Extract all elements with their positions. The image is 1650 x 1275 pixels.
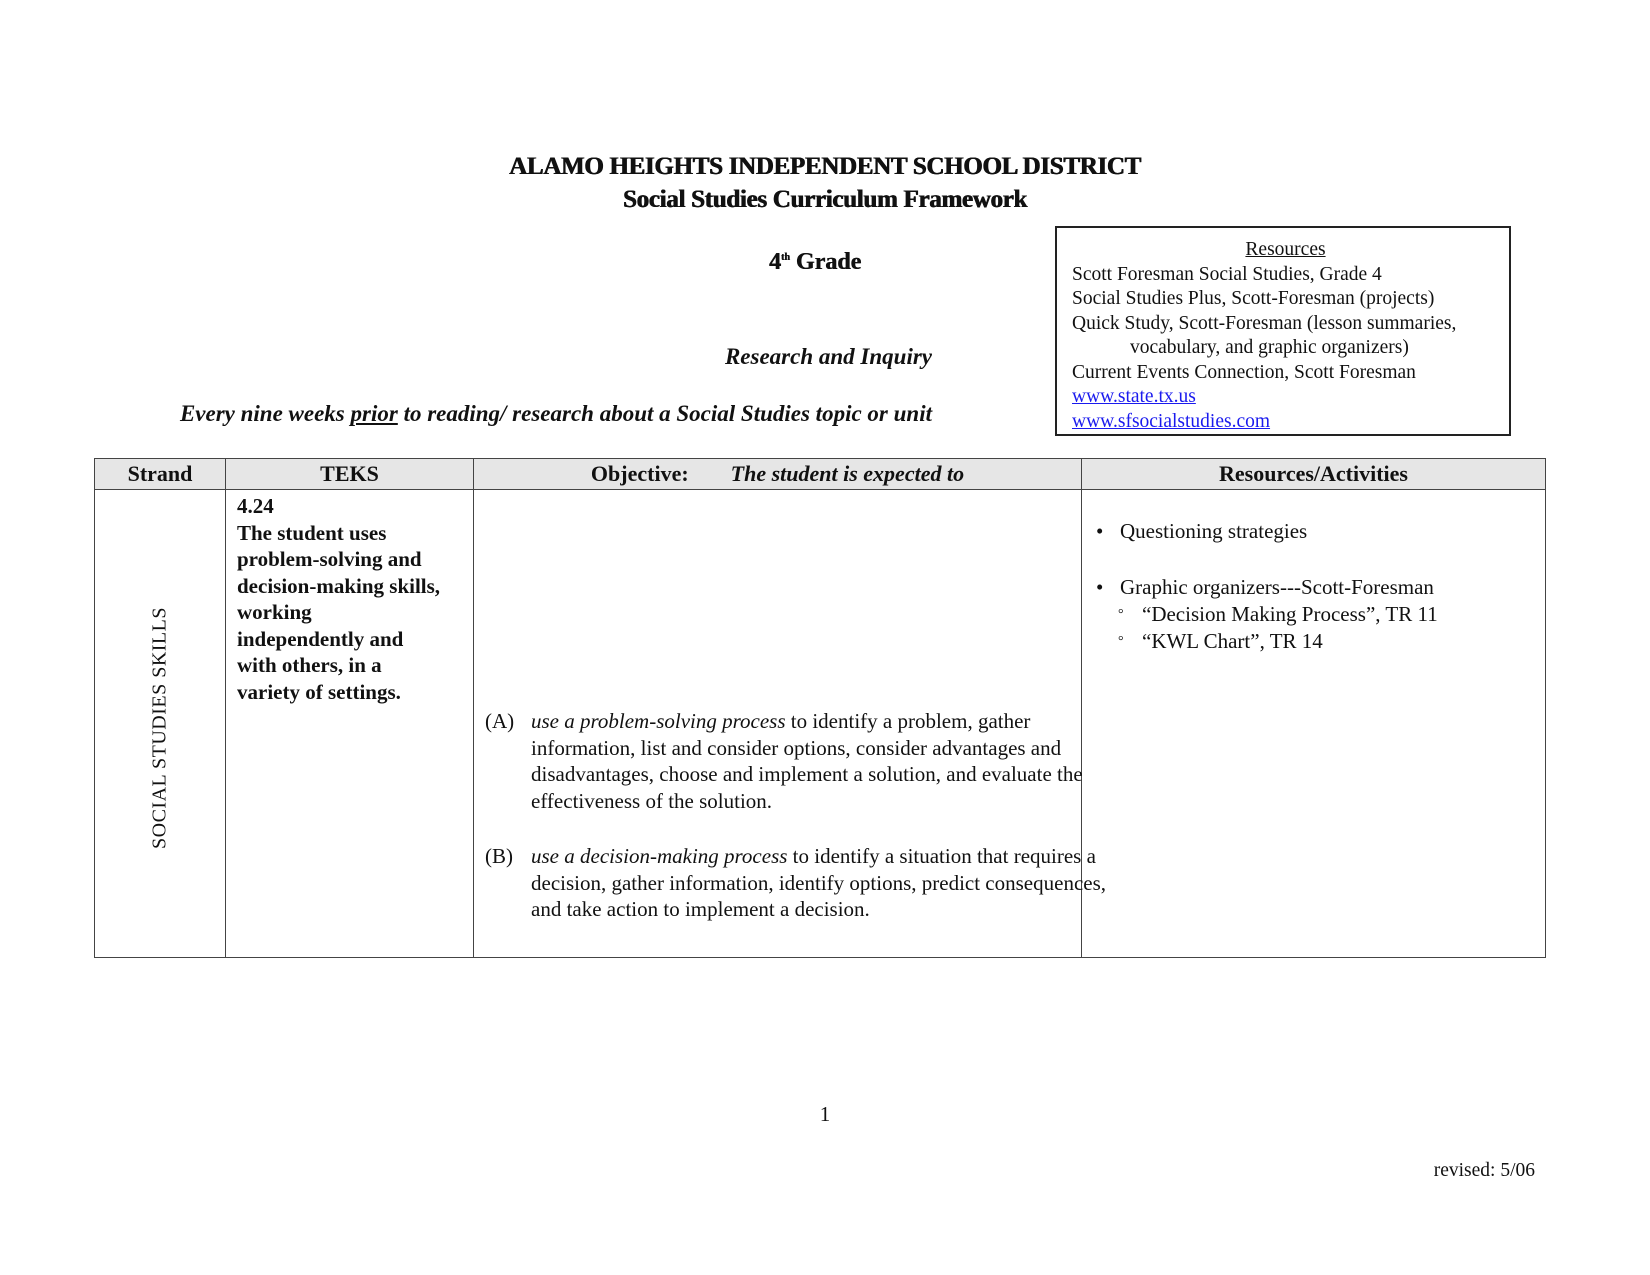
state-tx-link[interactable]: www.state.tx.us bbox=[1072, 386, 1196, 407]
table-row bbox=[95, 490, 1546, 958]
objective-header bbox=[474, 459, 1082, 490]
unit-title: Research and Inquiry bbox=[724, 344, 932, 369]
resource-line: Social Studies Plus, Scott-Foresman (projects) bbox=[1072, 288, 1435, 309]
activity-subitem bbox=[1118, 628, 1323, 655]
objective-a bbox=[485, 708, 1116, 814]
degree-bullet-icon: ° bbox=[1118, 607, 1124, 622]
resources-heading: Resources bbox=[1245, 239, 1326, 260]
resource-line: Quick Study, Scott-Foresman (lesson summaries, bbox=[1072, 312, 1457, 334]
timing-post: to reading/ research about a Social Studies topic or unit bbox=[397, 401, 932, 426]
activity-subtext: “KWL Chart”, TR 14 bbox=[1142, 629, 1323, 653]
resources-header: Resources/Activities bbox=[1082, 459, 1546, 490]
objective-a-italic: use a problem-solving process bbox=[531, 709, 786, 733]
bullet-dot-icon: • bbox=[1096, 575, 1104, 599]
grade-number: 4 bbox=[768, 249, 781, 275]
teks-line: variety of settings. bbox=[237, 679, 401, 704]
objective-b-label: (B) bbox=[485, 844, 513, 868]
grade-word: Grade bbox=[789, 249, 862, 275]
teks-line: independently and bbox=[237, 626, 404, 651]
timing-underlined: prior bbox=[350, 401, 398, 426]
teks-line: The student uses bbox=[237, 520, 387, 545]
document-header bbox=[0, 150, 1650, 216]
teks-header: TEKS bbox=[226, 459, 474, 490]
strand-header: Strand bbox=[95, 459, 226, 490]
activity-text: Graphic organizers---Scott-Foresman bbox=[1120, 575, 1434, 599]
objective-cell bbox=[474, 490, 1107, 958]
page-number: 1 bbox=[819, 1102, 831, 1126]
teks-line: working bbox=[237, 600, 312, 624]
activity-bullet bbox=[1096, 518, 1307, 545]
grade-heading bbox=[695, 249, 935, 276]
district-title: ALAMO HEIGHTS INDEPENDENT SCHOOL DISTRICT bbox=[509, 153, 1141, 180]
sfsocialstudies-link[interactable]: www.sfsocialstudies.com bbox=[1072, 410, 1271, 432]
objective-b-italic: use a decision-making process bbox=[531, 844, 788, 868]
objective-b-text: to identify a situation that requires a decision, gather information, identify options, predict consequences, and take action to implement a decision. bbox=[531, 844, 1107, 921]
activity-subtext: “Decision Making Process”, TR 11 bbox=[1142, 602, 1438, 626]
objective-header-italic: The student is expected to bbox=[730, 461, 965, 486]
activity-subitem bbox=[1118, 601, 1438, 628]
teks-line: decision-making skills, bbox=[237, 573, 441, 598]
teks-cell bbox=[226, 490, 474, 958]
activity-text: Questioning strategies bbox=[1120, 519, 1308, 543]
resources-box bbox=[1055, 226, 1511, 436]
objective-header-label: Objective: bbox=[590, 461, 689, 486]
strand-cell bbox=[95, 490, 226, 958]
timing-pre: Every nine weeks bbox=[179, 401, 351, 426]
strand-label: SOCIAL STUDIES SKILLS bbox=[148, 607, 171, 850]
timing-note bbox=[0, 401, 932, 427]
resource-line: Current Events Connection, Scott Foresman bbox=[1072, 361, 1416, 383]
activities-cell bbox=[1082, 490, 1546, 958]
table-header-row bbox=[95, 459, 1546, 490]
objective-b bbox=[485, 843, 1116, 923]
degree-bullet-icon: ° bbox=[1118, 634, 1124, 649]
activity-bullet bbox=[1096, 574, 1434, 601]
teks-number: 4.24 bbox=[237, 494, 274, 518]
teks-line: problem-solving and bbox=[237, 547, 422, 571]
resource-line: vocabulary, and graphic organizers) bbox=[1130, 337, 1409, 358]
objective-a-label: (A) bbox=[485, 709, 515, 733]
objective-a-text: to identify a problem, gather information, list and consider options, consider advantages and disadvantages, choose and implement a solution, and evaluate the effectiveness of the solution. bbox=[531, 709, 1083, 813]
revised-date: revised: 5/06 bbox=[1433, 1160, 1535, 1181]
resource-line: Scott Foresman Social Studies, Grade 4 bbox=[1072, 263, 1382, 285]
teks-line: with others, in a bbox=[237, 653, 382, 677]
curriculum-table bbox=[94, 458, 1546, 958]
grade-suffix: th bbox=[780, 252, 790, 263]
framework-title: Social Studies Curriculum Framework bbox=[622, 186, 1028, 213]
bullet-dot-icon: • bbox=[1096, 519, 1104, 543]
